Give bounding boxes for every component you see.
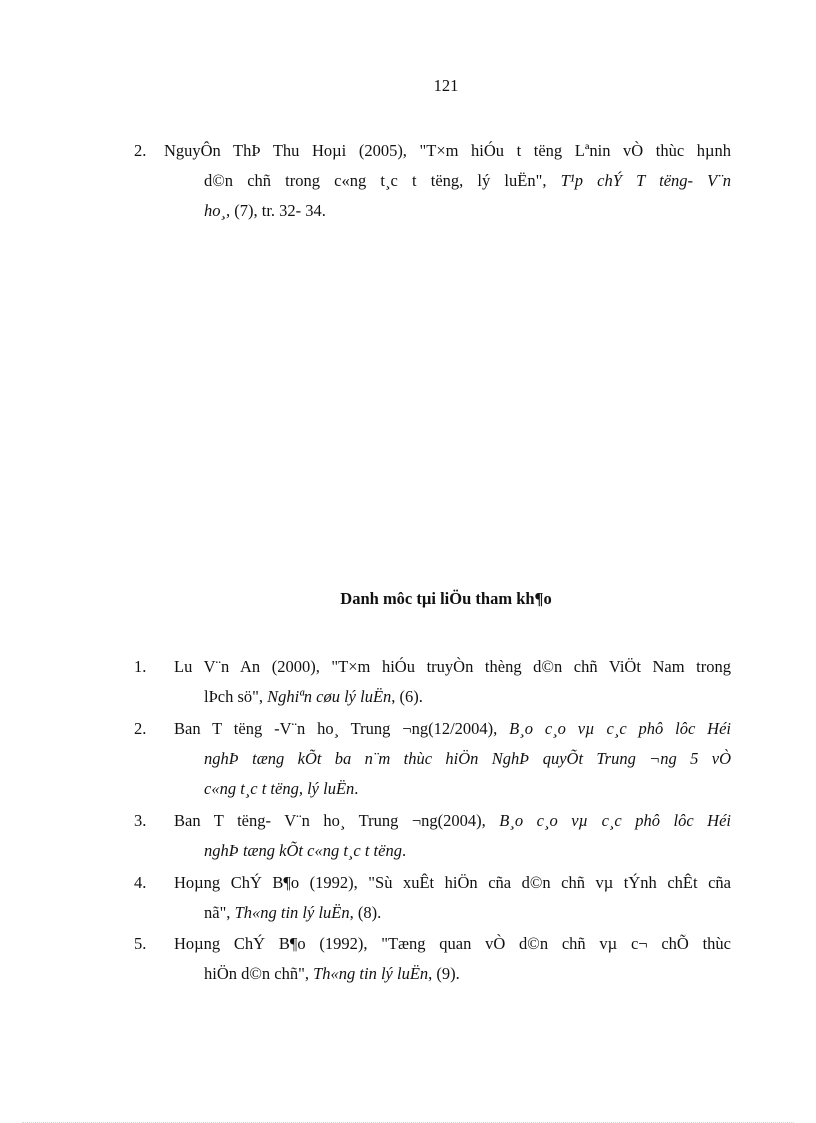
reference-item (134, 806, 731, 866)
reference-item (134, 714, 731, 804)
reference-number: 4. (134, 873, 147, 892)
reference-number: 2. (134, 141, 147, 160)
reference-line (134, 136, 731, 166)
reference-text: Ban T tëng- V¨n ho¸ Trung ¬ng(2004), (174, 811, 500, 830)
reference-text: lÞch sö", (204, 687, 268, 706)
reference-text: . (401, 841, 407, 860)
reference-text: Hoµng ChÝ B¶o (1992), "Tæng quan vÒ d©n chñ vµ c¬ chÕ thùc (174, 934, 731, 953)
reference-item (134, 868, 731, 928)
reference-line (134, 836, 731, 866)
reference-line (134, 959, 731, 989)
reference-text: Hoµng ChÝ B¶o (1992), "Sù xuÊt hiÖn cña d©n chñ vµ tÝnh chÊt cña (174, 873, 731, 892)
reference-line (134, 806, 731, 836)
reference-number: 5. (134, 934, 147, 953)
report-title: B¸o c¸o vµ c¸c phô lôc Héi (499, 811, 731, 830)
reference-text: d©n chñ trong c«ng t¸c t tëng, lý luËn", (204, 171, 561, 190)
reference-line (134, 744, 731, 774)
journal-title: ho¸ (204, 201, 226, 220)
journal-title: Nghiªn cøu lý luËn (267, 687, 392, 706)
reference-line (134, 774, 731, 804)
reference-item (134, 652, 731, 712)
reference-number: 1. (134, 657, 147, 676)
reference-line (134, 682, 731, 712)
reference-item (134, 136, 731, 226)
reference-text: . (354, 779, 359, 798)
reference-text: nã", (204, 903, 235, 922)
reference-line (134, 652, 731, 682)
reference-number: 2. (134, 719, 147, 738)
reference-text: , (7), tr. 32- 34. (226, 201, 326, 220)
reference-line (134, 929, 731, 959)
journal-title: Th«ng tin lý luËn (234, 903, 350, 922)
report-title: nghÞ tæng kÕt c«ng t¸c t tëng (204, 841, 402, 860)
report-title: c«ng t¸c t tëng, lý luËn (204, 779, 355, 798)
reference-text: , (9). (428, 964, 460, 983)
reference-text: Lu V¨n An (2000), "T×m hiÓu truyÒn thèng d©n chñ ViÖt Nam trong (174, 657, 731, 676)
reference-line (134, 868, 731, 898)
journal-title: Th«ng tin lý luËn (313, 964, 429, 983)
section-title: Danh môc tµi liÖu tham kh¶o (340, 589, 552, 608)
reference-text: , (8). (349, 903, 382, 922)
reference-text: Ban T tëng -V¨n ho¸ Trung ¬ng(12/2004), (174, 719, 510, 738)
journal-title: T¹p chÝ T tëng- V¨n (560, 171, 732, 190)
reference-item (134, 929, 731, 989)
reference-line (134, 196, 731, 226)
page-number: 121 (433, 76, 459, 95)
reference-number: 3. (134, 811, 147, 830)
reference-text: , (6). (391, 687, 423, 706)
reference-text: hiÖn d©n chñ", (204, 964, 314, 983)
reference-line (134, 166, 731, 196)
reference-line (134, 898, 731, 928)
report-title: nghÞ tæng kÕt ba n¨m thùc hiÖn NghÞ quyÕt Trung ¬ng 5 vÒ (204, 749, 731, 768)
reference-text: NguyÔn ThÞ Thu Hoµi (2005), "T×m hiÓu t tëng Lªnin vÒ thùc hµnh (163, 141, 732, 160)
report-title: B¸o c¸o vµ c¸c phô lôc Héi (509, 719, 731, 738)
reference-line (134, 714, 731, 744)
